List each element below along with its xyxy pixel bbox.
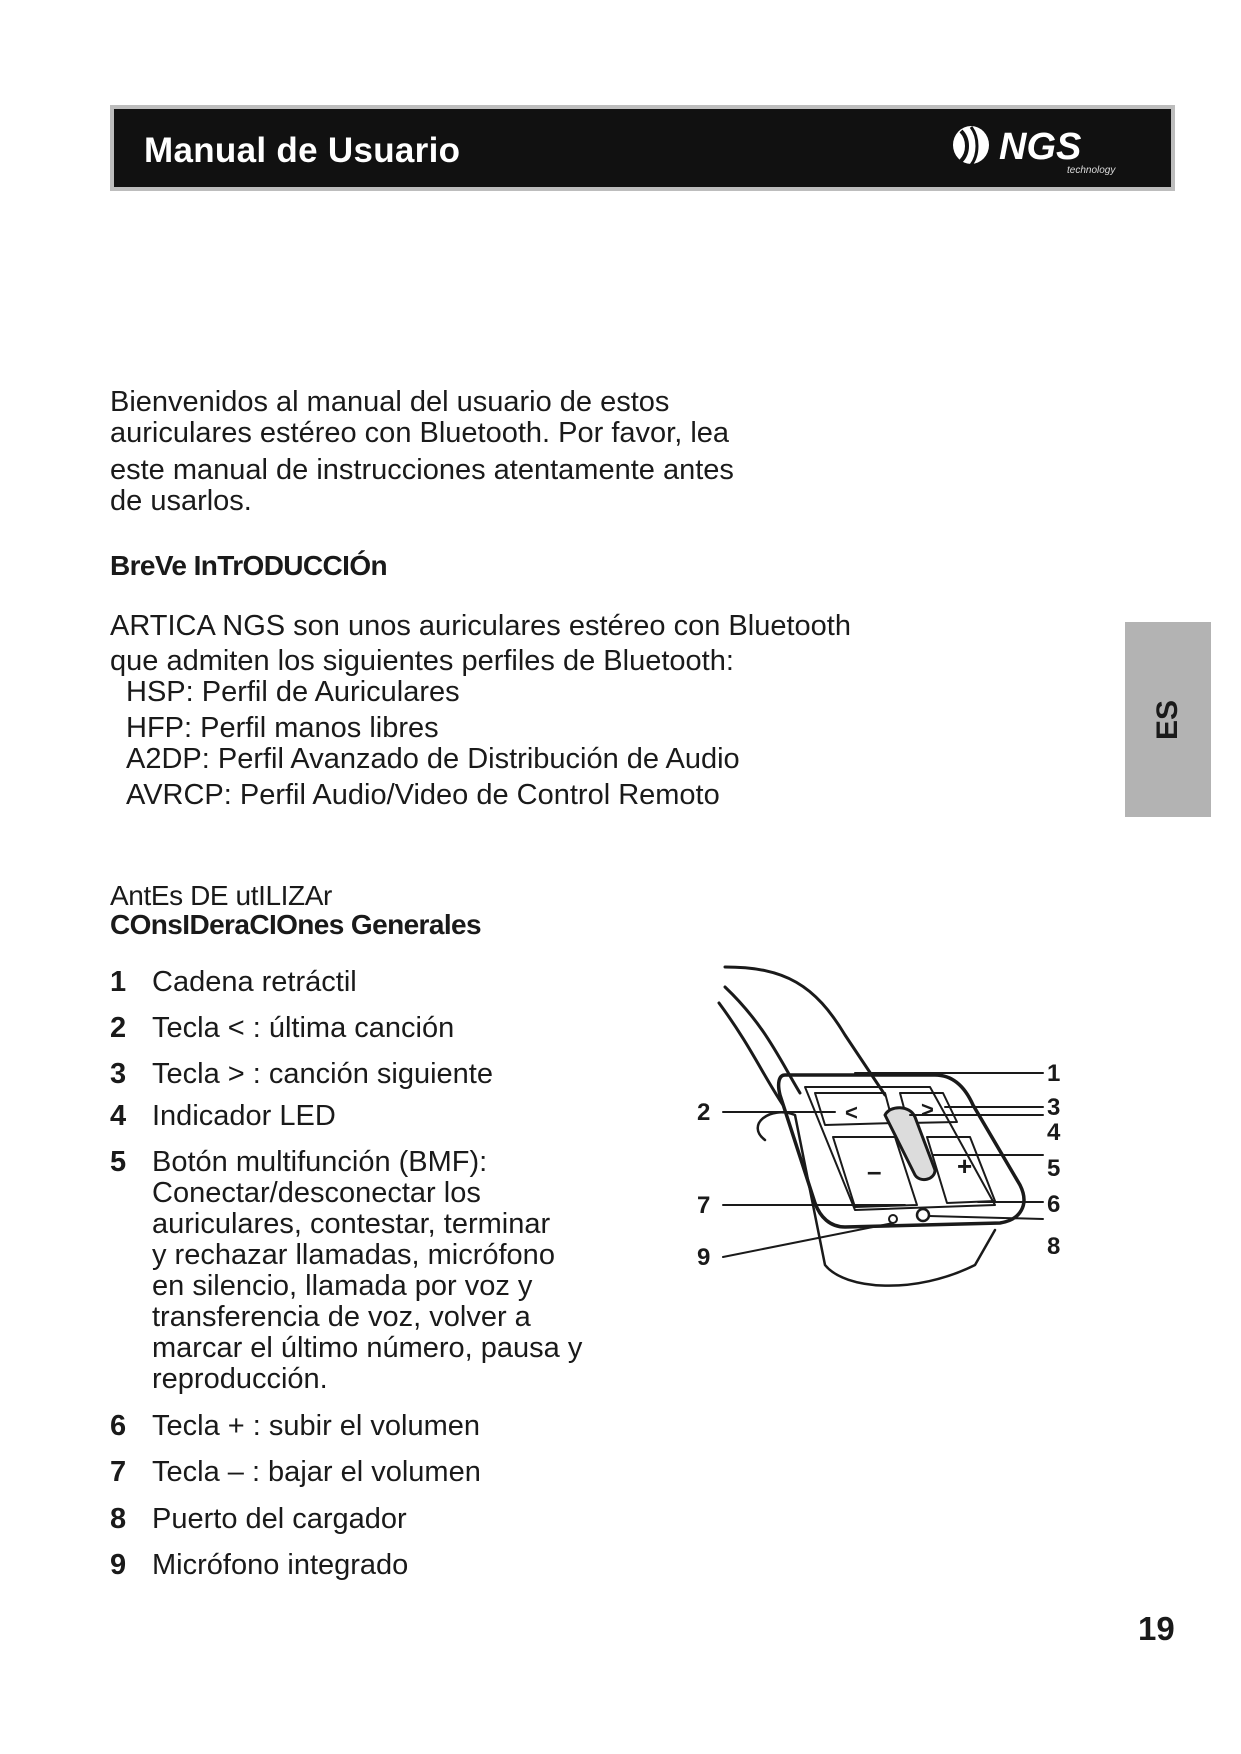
headset-diagram bbox=[695, 965, 1090, 1320]
list-item bbox=[110, 1101, 336, 1132]
plus-key-symbol: + bbox=[957, 1151, 973, 1181]
minus-key-symbol: – bbox=[867, 1156, 882, 1186]
leader-line-8 bbox=[929, 1216, 1043, 1219]
language-tab bbox=[1125, 622, 1211, 817]
page-number: 19 bbox=[1138, 1610, 1175, 1647]
item-text: Botón multifunción (BMF): bbox=[152, 1146, 488, 1178]
item-5-line: en silencio, llamada por voz y bbox=[152, 1270, 533, 1302]
ngs-logo bbox=[947, 119, 1147, 179]
list-item bbox=[110, 1013, 454, 1044]
item-text: Tecla + : subir el volumen bbox=[152, 1410, 481, 1442]
profile-hsp: HSP: Perfil de Auriculares bbox=[126, 676, 460, 708]
intro-line-3: este manual de instrucciones atentamente antes bbox=[110, 454, 734, 486]
item-number: 1 bbox=[110, 966, 127, 998]
section1-line-2: que admiten los siguientes perfiles de Bluetooth: bbox=[110, 645, 734, 677]
section1-line-1: ARTICA NGS son unos auriculares estéreo con Bluetooth bbox=[110, 610, 851, 642]
item-text: Puerto del cargador bbox=[152, 1503, 407, 1535]
list-item bbox=[110, 1059, 493, 1090]
item-number: 6 bbox=[110, 1410, 127, 1442]
list-item bbox=[110, 1411, 480, 1442]
diagram-label-4: 4 bbox=[1047, 1119, 1061, 1146]
item-5-line: marcar el último número, pausa y bbox=[152, 1332, 583, 1364]
list-item bbox=[110, 1457, 481, 1488]
mic-port bbox=[889, 1215, 897, 1223]
list-item bbox=[110, 1147, 487, 1178]
item-text: Micrófono integrado bbox=[152, 1549, 409, 1581]
item-number: 9 bbox=[110, 1549, 127, 1581]
next-key-symbol: > bbox=[921, 1097, 934, 1122]
list-item bbox=[110, 1504, 407, 1535]
diagram-label-3: 3 bbox=[1047, 1094, 1061, 1121]
prev-key-symbol: < bbox=[845, 1100, 858, 1125]
diagram-label-8: 8 bbox=[1047, 1233, 1061, 1260]
ngs-logo-text: NGS bbox=[999, 126, 1082, 168]
item-5-line: y rechazar llamadas, micrófono bbox=[152, 1239, 555, 1271]
item-5-line: transferencia de voz, volver a bbox=[152, 1301, 531, 1333]
ngs-logo-emblem-icon bbox=[953, 126, 989, 165]
item-text: Tecla – : bajar el volumen bbox=[152, 1456, 481, 1488]
list-item bbox=[110, 1550, 408, 1581]
item-5-line: Conectar/desconectar los bbox=[152, 1177, 481, 1209]
intro-line-1: Bienvenidos al manual del usuario de estos bbox=[110, 386, 670, 418]
item-text: Cadena retráctil bbox=[152, 966, 357, 998]
section-heading-intro: BreVe InTrODUCCIÓn bbox=[110, 550, 388, 581]
headband-edge bbox=[719, 1003, 783, 1105]
item-5-line: reproducción. bbox=[152, 1363, 328, 1395]
item-text: Indicador LED bbox=[152, 1100, 336, 1132]
item-text: Tecla < : última canción bbox=[152, 1012, 455, 1044]
headband-inner bbox=[725, 987, 800, 1093]
item-number: 8 bbox=[110, 1503, 127, 1535]
language-tab-label: ES bbox=[1151, 699, 1184, 740]
intro-line-2: auriculares estéreo con Bluetooth. Por favor, lea bbox=[110, 417, 730, 449]
item-number: 5 bbox=[110, 1146, 127, 1178]
intro-line-4: de usarlos. bbox=[110, 485, 252, 517]
item-number: 4 bbox=[110, 1100, 127, 1132]
item-text: Tecla > : canción siguiente bbox=[152, 1058, 493, 1090]
item-number: 7 bbox=[110, 1456, 127, 1488]
control-housing-inner bbox=[805, 1087, 995, 1210]
diagram-label-2: 2 bbox=[697, 1099, 711, 1126]
item-5-line: auriculares, contestar, terminar bbox=[152, 1208, 551, 1240]
diagram-label-6: 6 bbox=[1047, 1191, 1061, 1218]
leader-line-9 bbox=[723, 1223, 893, 1257]
diagram-label-1: 1 bbox=[1047, 1060, 1061, 1087]
header-title: Manual de Usuario bbox=[144, 131, 461, 170]
item-number: 2 bbox=[110, 1012, 127, 1044]
list-item bbox=[110, 967, 357, 998]
profile-avrcp: AVRCP: Perfil Audio/Video de Control Remoto bbox=[126, 779, 720, 811]
section-heading-general: COnsIDeraCIOnes Generales bbox=[110, 909, 481, 940]
header-bar bbox=[110, 105, 1175, 191]
section-heading-before-use: AntEs DE utILIZAr bbox=[110, 880, 332, 911]
charger-port bbox=[917, 1209, 929, 1221]
diagram-label-7: 7 bbox=[697, 1192, 711, 1219]
diagram-label-5: 5 bbox=[1047, 1155, 1061, 1182]
ngs-logo-subtext: technology bbox=[1067, 165, 1116, 176]
item-number: 3 bbox=[110, 1058, 127, 1090]
profile-a2dp: A2DP: Perfil Avanzado de Distribución de Audio bbox=[126, 743, 740, 775]
profile-hfp: HFP: Perfil manos libres bbox=[126, 712, 439, 744]
diagram-label-9: 9 bbox=[697, 1244, 711, 1271]
